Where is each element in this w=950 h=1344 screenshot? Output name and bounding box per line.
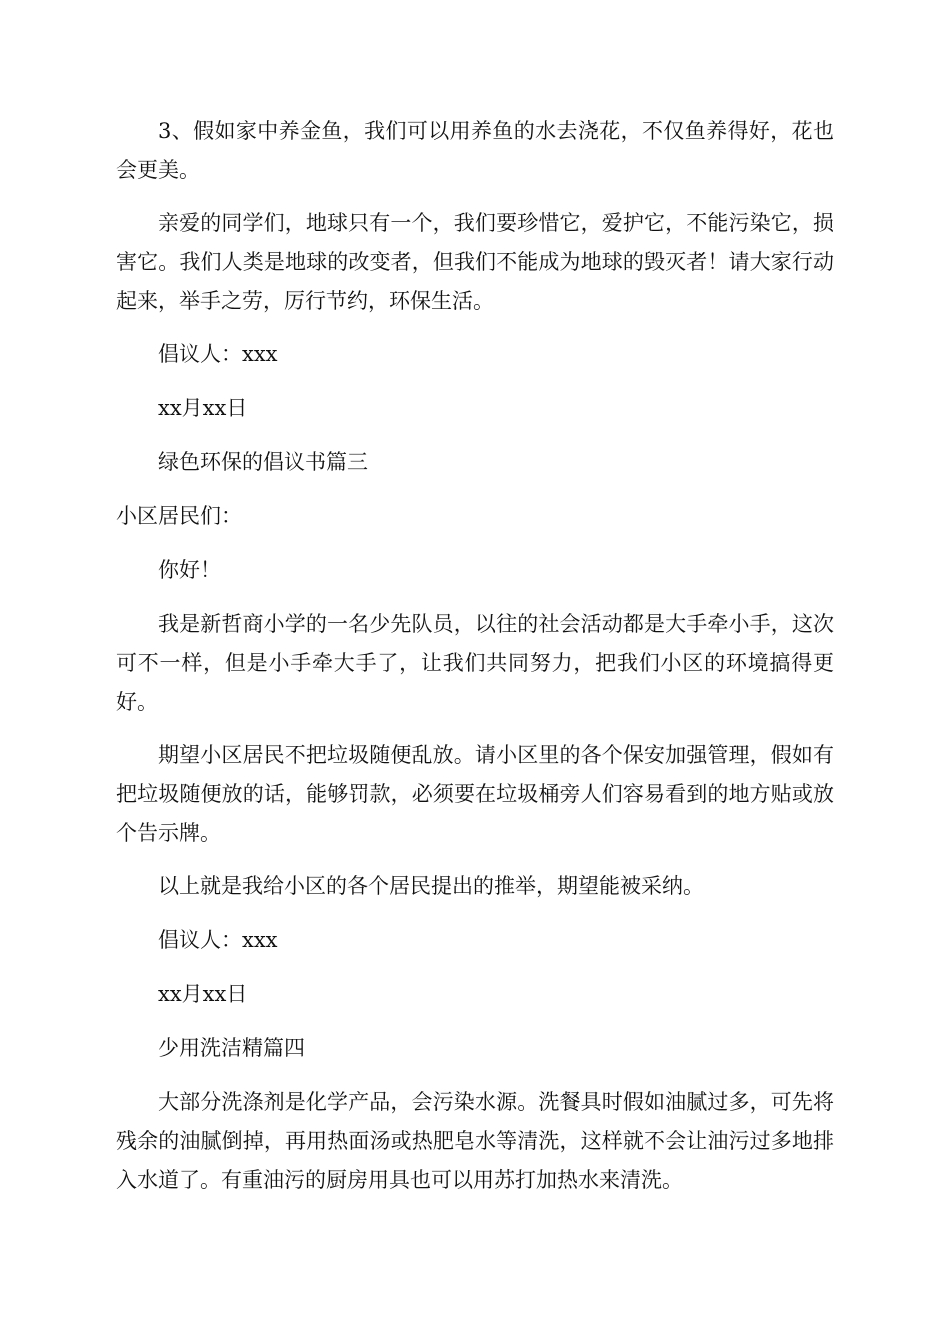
section-title-part-4: 少用洗洁精篇四 [158,1036,305,1060]
document-page [116,112,834,1200]
paragraph-goldfish-tip: 3、假如家中养金鱼，我们可以用养鱼的水去浇花，不仅鱼养得好，花也会更美。 [116,119,834,182]
paragraph-garbage-request: 期望小区居民不把垃圾随便乱放。请小区里的各个保安加强管理，假如有把垃圾随便放的话，能够罚款，必须要在垃圾桶旁人们容易看到的地方贴或放个告示牌。 [116,743,834,845]
date-line-1: xx月xx日 [158,396,248,420]
section-title-part-3: 绿色环保的倡议书篇三 [158,450,368,474]
paragraph-conclusion: 以上就是我给小区的各个居民提出的推举，期望能被采纳。 [158,874,704,898]
signature-initiator-2: 倡议人：xxx [158,928,278,952]
date-line-2: xx月xx日 [158,982,248,1006]
paragraph-introduction: 我是新哲商小学的一名少先队员，以往的社会活动都是大手牵小手，这次可不一样，但是小手牵大手了，让我们共同努力，把我们小区的环境搞得更好。 [116,612,834,714]
salutation-residents: 小区居民们： [116,504,242,528]
paragraph-detergent: 大部分洗涤剂是化学产品，会污染水源。洗餐具时假如油腻过多，可先将残余的油腻倒掉，再用热面汤或热肥皂水等清洗，这样就不会让油污过多地排入水道了。有重油污的厨房用具也可以用苏打加热水来清洗。 [116,1090,834,1192]
signature-initiator-1: 倡议人：xxx [158,342,278,366]
paragraph-appeal-students: 亲爱的同学们，地球只有一个，我们要珍惜它，爱护它，不能污染它，损害它。我们人类是地球的改变者，但我们不能成为地球的毁灭者！请大家行动起来，举手之劳，厉行节约，环保生活。 [116,211,834,313]
greeting-hello: 你好！ [158,558,221,582]
